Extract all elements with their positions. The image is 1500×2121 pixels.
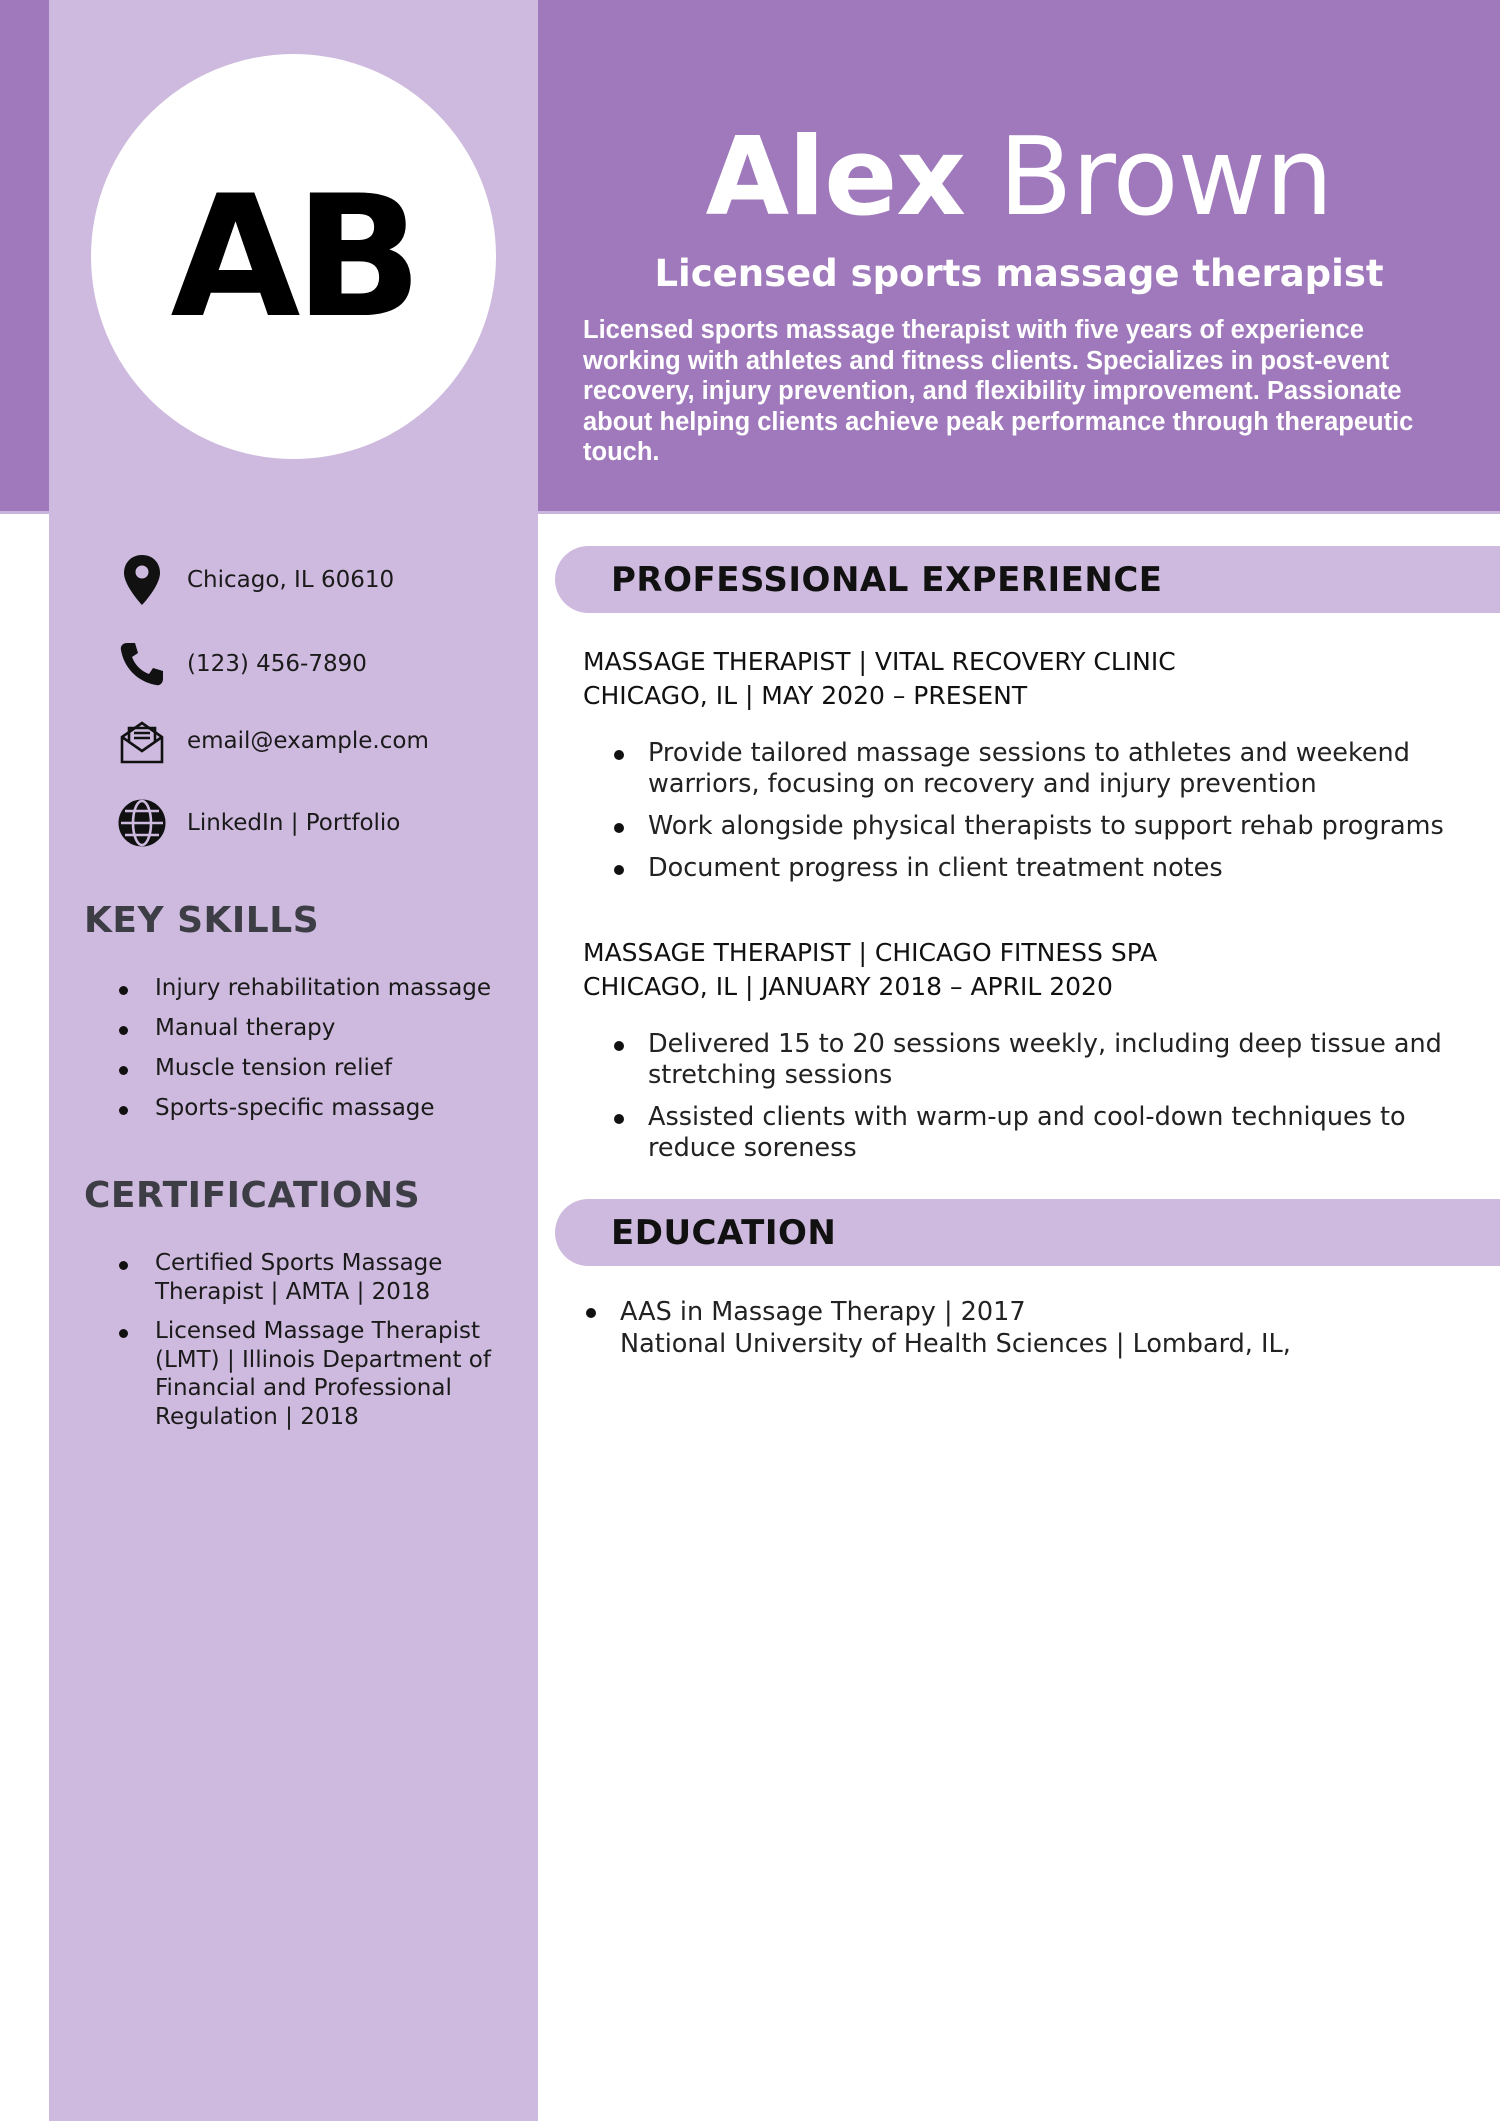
certification-item: Certified Sports Massage Therapist | AMTA | 2018 <box>115 1249 515 1306</box>
education-heading-bar <box>555 1199 1500 1266</box>
job-2-meta: CHICAGO, IL | JANUARY 2018 – APRIL 2020 <box>583 972 1113 1001</box>
skill-item: Muscle tension relief <box>115 1054 525 1082</box>
skill-item: Injury rehabilitation massage <box>115 974 525 1002</box>
job-bullet: Provide tailored massage sessions to athletes and weekend warriors, focusing on recovery and injury prevention <box>610 738 1490 800</box>
job-1-meta: CHICAGO, IL | MAY 2020 – PRESENT <box>583 681 1028 710</box>
phone-icon <box>115 637 169 691</box>
certification-item: Licensed Massage Therapist (LMT) | Illinois Department of Financial and Professional Regulation | 2018 <box>115 1317 515 1431</box>
location-text: Chicago, IL 60610 <box>187 567 395 593</box>
envelope-icon <box>115 714 169 768</box>
profile-summary: Licensed sports massage therapist with five years of experience working with athletes and fitness clients. Specializes in post-event recovery, injury prevention, and flexibility improvement. Passionate about helping clients achieve peak performance through therapeutic touch. <box>583 316 1414 466</box>
job-title: Licensed sports massage therapist <box>654 252 1384 295</box>
job-2-bullets <box>610 1029 1490 1175</box>
certifications-heading: CERTIFICATIONS <box>84 1175 421 1216</box>
job-bullet: Delivered 15 to 20 sessions weekly, including deep tissue and stretching sessions <box>610 1029 1490 1091</box>
job-bullet: Assisted clients with warm-up and cool-down techniques to reduce soreness <box>610 1102 1490 1164</box>
education-entry <box>583 1296 1483 1360</box>
email-text[interactable]: email@example.com <box>187 728 429 754</box>
skills-heading: KEY SKILLS <box>84 900 320 941</box>
experience-heading: PROFESSIONAL EXPERIENCE <box>611 560 1163 600</box>
job-1-role: MASSAGE THERAPIST | VITAL RECOVERY CLINIC <box>583 647 1176 676</box>
contact-location <box>115 553 394 607</box>
avatar <box>91 54 496 459</box>
job-2-role: MASSAGE THERAPIST | CHICAGO FITNESS SPA <box>583 938 1158 967</box>
avatar-initials: AB <box>170 158 417 355</box>
first-name: Alex <box>705 115 966 240</box>
contact-email <box>115 714 429 768</box>
education-school: National University of Health Sciences | Lombard, IL, <box>620 1329 1291 1359</box>
links-text[interactable]: LinkedIn | Portfolio <box>187 810 401 836</box>
certifications-list <box>115 1249 515 1442</box>
job-bullet: Work alongside physical therapists to support rehab programs <box>610 811 1490 842</box>
skill-item: Sports-specific massage <box>115 1094 525 1122</box>
education-degree: AAS in Massage Therapy | 2017 <box>620 1297 1026 1327</box>
contact-phone <box>115 637 367 691</box>
globe-icon <box>115 796 169 850</box>
phone-text: (123) 456-7890 <box>187 651 367 677</box>
job-1-bullets <box>610 738 1490 895</box>
education-heading: EDUCATION <box>611 1213 837 1253</box>
skill-item: Manual therapy <box>115 1014 525 1042</box>
candidate-name <box>538 115 1500 240</box>
experience-heading-bar <box>555 546 1500 613</box>
contact-links <box>115 796 400 850</box>
skills-list <box>115 974 525 1134</box>
last-name: Brown <box>998 115 1333 240</box>
job-bullet: Document progress in client treatment notes <box>610 853 1490 884</box>
location-pin-icon <box>115 553 169 607</box>
